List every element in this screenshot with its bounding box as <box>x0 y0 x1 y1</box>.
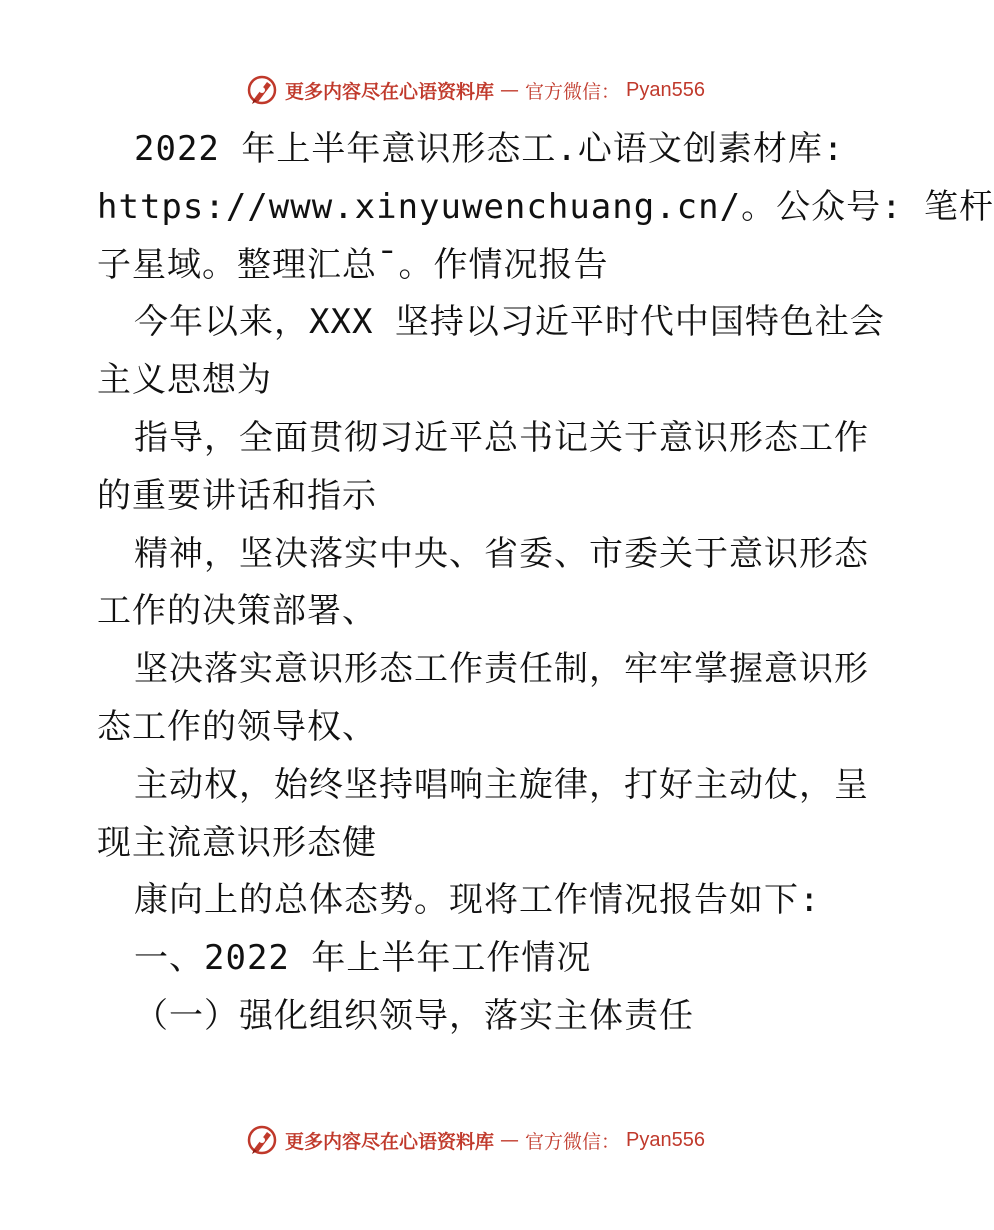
document-body <box>97 121 994 1046</box>
body-line: 主动权，始终坚持唱响主旋律，打好主动仗，呈 <box>134 764 869 805</box>
body-line: 工作的决策部署、 <box>97 591 377 632</box>
watermark-footer <box>0 1120 950 1160</box>
body-line: 康向上的总体态势。现将工作情况报告如下: <box>134 880 821 921</box>
watermark-wechat-id: Pyan556 <box>626 1128 705 1151</box>
body-line: 今年以来，XXX 坚持以习近平时代中国特色社会 <box>134 302 885 343</box>
body-line: 态工作的领导权、 <box>97 706 377 747</box>
body-line: 精神，坚决落实中央、省委、市委关于意识形态 <box>134 533 869 574</box>
pen-circle-logo-icon <box>245 73 279 107</box>
watermark-dash: — <box>500 1129 520 1151</box>
watermark-header <box>0 70 950 110</box>
watermark-wechat-label: 官方微信： <box>525 80 621 103</box>
section-heading: 一、2022 年上半年工作情况 <box>134 938 592 979</box>
watermark-dash: — <box>500 79 520 101</box>
body-line: 主义思想为 <box>97 360 272 401</box>
body-line: https://www.xinyuwenchuang.cn/。公众号: 笔杆 <box>97 186 994 227</box>
body-line: 子星域。整理汇总¯。作情况报告 <box>97 244 609 285</box>
pen-circle-logo-icon <box>245 1123 279 1157</box>
body-line: 的重要讲话和指示 <box>97 475 377 516</box>
watermark-text: 更多内容尽在心语资料库 <box>285 1130 495 1153</box>
watermark-text: 更多内容尽在心语资料库 <box>285 80 495 103</box>
body-line: 坚决落实意识形态工作责任制，牢牢掌握意识形 <box>134 649 869 690</box>
subsection-heading: （一）强化组织领导，落实主体责任 <box>134 995 694 1036</box>
watermark-wechat-label: 官方微信： <box>525 1130 621 1153</box>
body-line: 2022 年上半年意识形态工.心语文创素材库: <box>134 129 845 169</box>
watermark-wechat-id: Pyan556 <box>626 78 705 101</box>
body-line: 指导，全面贯彻习近平总书记关于意识形态工作 <box>134 417 869 458</box>
body-line: 现主流意识形态健 <box>97 822 377 863</box>
